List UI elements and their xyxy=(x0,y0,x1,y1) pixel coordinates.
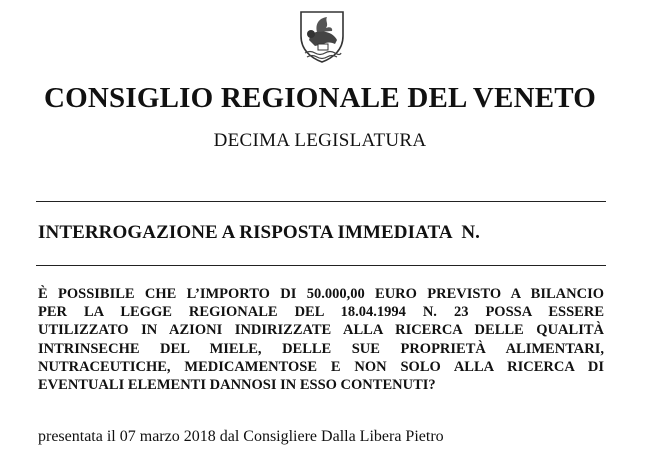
question-line: NUTRACEUTICHE, MEDICAMENTOSE E NON SOLO ALLA RICERCA DI xyxy=(38,358,604,375)
question-text xyxy=(38,285,604,394)
council-title: CONSIGLIO REGIONALE DEL VENETO xyxy=(43,82,597,114)
question-line: È POSSIBILE CHE L’IMPORTO DI 50.000,00 EURO PREVISTO A BILANCIO xyxy=(38,286,604,302)
question-line: PER LA LEGGE REGIONALE DEL 18.04.1994 N. 23 POSSA ESSERE xyxy=(38,304,604,321)
presented-by-line: presentata il 07 marzo 2018 dal Consigliere Dalla Libera Pietro xyxy=(38,428,444,445)
divider-top xyxy=(36,201,606,202)
document-type-title: INTERROGAZIONE A RISPOSTA IMMEDIATA N. xyxy=(38,222,481,243)
question-line: INTRINSECHE DEL MIELE, DELLE SUE PROPRIETÀ ALIMENTARI, xyxy=(38,340,604,357)
winged-lion-emblem-icon xyxy=(293,6,351,64)
legislature-subtitle: DECIMA LEGISLATURA xyxy=(213,130,427,151)
divider-bottom xyxy=(36,265,606,266)
question-line: EVENTUALI ELEMENTI DANNOSI IN ESSO CONTENUTI? xyxy=(38,377,436,394)
question-line: UTILIZZATO IN AZIONI INDIRIZZATE ALLA RICERCA DELLE QUALITÀ xyxy=(38,322,604,339)
